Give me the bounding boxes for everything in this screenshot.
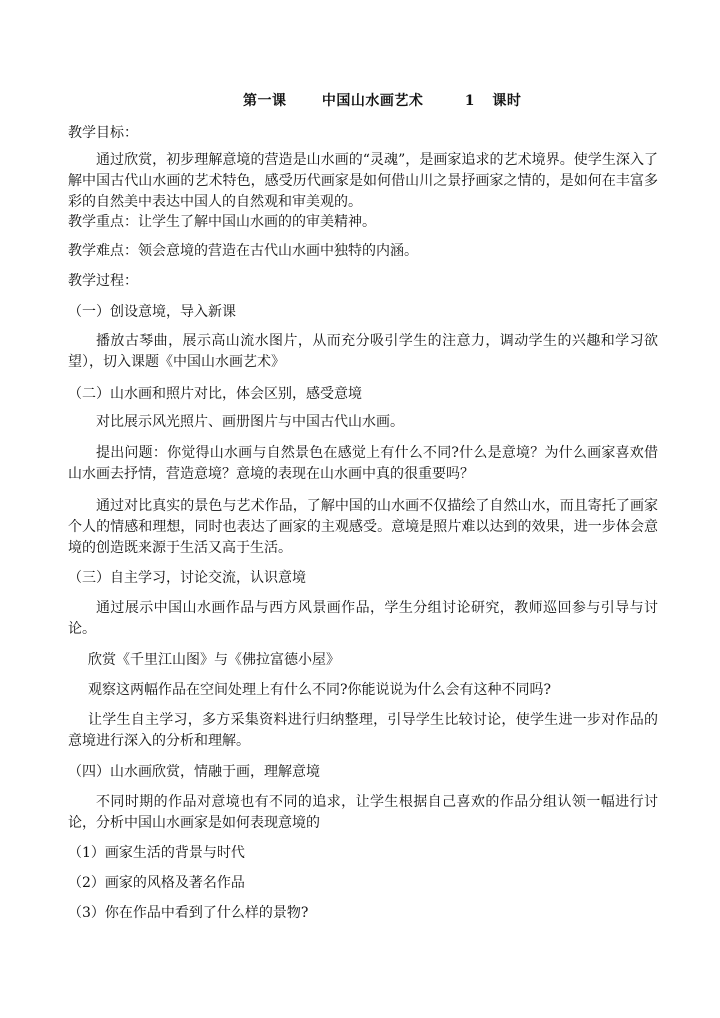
section-3-paragraph-3: 观察这两幅作品在空间处理上有什么不同?你能说说为什么会有这种不同吗? [88,682,552,698]
section-2-heading: （二）山水画和照片对比，体会区别，感受意境 [68,386,362,402]
list-item: （2）画家的风格及著名作品 [68,875,245,891]
section-4-paragraph-1: 不同时期的作品对意境也有不同的追求，让学生根据自己喜欢的作品分组认领一幅进行讨论，分析中国山水画家是如何表现意境的 [68,794,658,831]
section-3-heading: （三）自主学习，讨论交流，认识意境 [68,570,306,586]
section-3-paragraph-1: 通过展示中国山水画作品与西方风景画作品，学生分组讨论研究，教师巡回参与引导与讨论。 [68,600,658,637]
section-3-paragraph-2: 欣赏《千里江山图》与《佛拉富德小屋》 [88,652,340,668]
key-point: 教学重点：让学生了解中国山水画的的审美精神。 [68,214,376,230]
objectives-text: 通过欣赏，初步理解意境的营造是山水画的“灵魂”，是画家追求的艺术境界。使学生深入了解中国古代山水画的艺术特色，感受历代画家是如何借山川之景抒画家之情的，是如何在丰富多彩的自然美中表达中国人的自然观和审美观的。 [68,152,658,210]
section-1-heading: （一）创设意境，导入新课 [68,304,236,320]
lesson-number: 第一课 [243,93,287,109]
lesson-hours-unit: 课时 [492,93,522,109]
difficult-point: 教学难点：领会意境的营造在古代山水画中独特的内涵。 [68,243,418,259]
lesson-title [243,90,521,112]
section-3-paragraph-4: 让学生自主学习，多方采集资料进行归纳整理，引导学生比较讨论，使学生进一步对作品的意境进行深入的分析和理解。 [68,712,658,749]
section-2-paragraph-3: 通过对比真实的景色与艺术作品，了解中国的山水画不仅描绘了自然山水，而且寄托了画家个人的情感和理想，同时也表达了画家的主观感受。意境是照片难以达到的效果，进一步体会意境的创造既来源于生活又高于生活。 [68,498,658,556]
section-4-heading: （四）山水画欣赏，情融于画，理解意境 [68,764,320,780]
list-item: （3）你在作品中看到了什么样的景物? [68,905,309,921]
section-2-paragraph-2: 提出问题：你觉得山水画与自然景色在感觉上有什么不同?什么是意境？为什么画家喜欢借山水画去抒情，营造意境？意境的表现在山水画中真的很重要吗？ [68,445,658,482]
section-1-text: 播放古琴曲，展示高山流水图片，从而充分吸引学生的注意力，调动学生的兴趣和学习欲望），切入课题《中国山水画艺术》 [68,333,658,370]
list-item: （1）画家生活的背景与时代 [68,845,245,861]
lesson-hours: 1 [464,93,475,109]
section-2-paragraph-1: 对比展示风光照片、画册图片与中国古代山水画。 [96,414,404,430]
objectives-label: 教学目标： [68,125,138,141]
process-label: 教学过程： [68,273,138,289]
lesson-topic: 中国山水画艺术 [321,93,424,109]
